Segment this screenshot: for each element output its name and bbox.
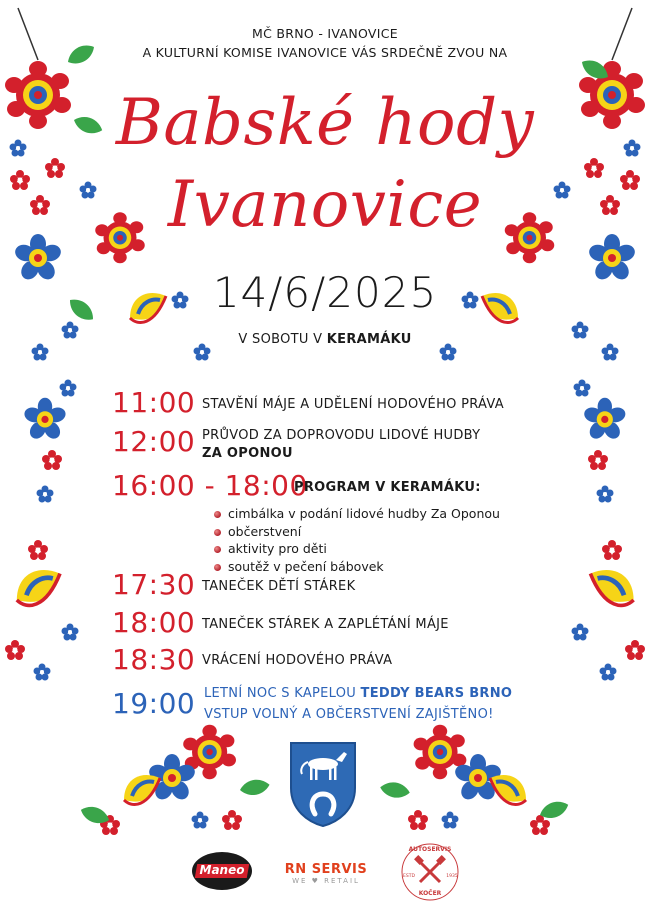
rn-servis-text: RN SERVIS <box>284 862 368 877</box>
event-1900-prefix: LETNÍ NOC S KAPELOU <box>204 686 361 701</box>
list-item: občerstvení <box>214 523 500 541</box>
autoservis-estd: ESTD <box>403 874 415 879</box>
event-1900-line-2: VSTUP VOLNÝ A OBČERSTVENÍ ZAJIŠTĚNO! <box>204 707 494 722</box>
autoservis-kocer-logo <box>398 840 462 904</box>
list-item: cimbálka v podání lidové hudby Za Oponou <box>214 505 500 523</box>
time-1900: 19:00 <box>112 687 196 720</box>
program-list <box>214 505 500 575</box>
time-1600: 16:00 - 18:00 <box>112 469 308 502</box>
title-line-2: Ivanovice <box>167 168 483 242</box>
time-1100: 11:00 <box>112 386 196 419</box>
time-1730: 17:30 <box>112 568 196 601</box>
maneo-text: Maneo <box>199 863 245 877</box>
rn-servis-tagline: WE ♥ RETAIL <box>292 877 360 885</box>
event-1730: TANEČEK DĚTÍ STÁREK <box>202 579 356 594</box>
time-1830: 18:30 <box>112 643 196 676</box>
event-date: 14/6/2025 <box>212 268 438 317</box>
event-1100: STAVĚNÍ MÁJE A UDĚLENÍ HODOVÉHO PRÁVA <box>202 397 504 412</box>
band-name: TEDDY BEARS BRNO <box>360 686 513 701</box>
maneo-logo <box>192 852 252 890</box>
event-1200-line-2: ZA OPONOU <box>202 446 293 461</box>
time-1200: 12:00 <box>112 425 196 458</box>
time-1800: 18:00 <box>112 606 196 639</box>
list-item: soutěž v pečení bábovek <box>214 558 500 576</box>
organizer-line-1: MČ BRNO - IVANOVICE <box>252 26 398 41</box>
organizer-line-2: A KULTURNÍ KOMISE IVANOVICE VÁS SRDEČNĚ ZVOU NA <box>142 45 508 60</box>
autoservis-top-text: AUTOSERVIS <box>408 846 452 853</box>
autoservis-year: 1935 <box>446 874 458 879</box>
organizer-text <box>0 24 650 62</box>
event-1600: PROGRAM V KERAMÁKU: <box>294 480 481 495</box>
title-line-1: Babské hody <box>115 86 535 160</box>
autoservis-bottom-text: KOČER <box>418 890 442 897</box>
event-1900-line-1 <box>204 685 512 703</box>
day-venue <box>0 332 650 347</box>
coat-of-arms-horse-icon <box>288 740 358 828</box>
event-1830: VRÁCENÍ HODOVÉHO PRÁVA <box>202 653 393 668</box>
rn-servis-logo <box>276 862 376 885</box>
event-1800: TANEČEK STÁREK A ZAPLÉTÁNÍ MÁJE <box>202 617 449 632</box>
venue-name: KERAMÁKU <box>326 332 412 347</box>
list-item: aktivity pro děti <box>214 540 500 558</box>
day-prefix: V SOBOTU V <box>238 332 327 347</box>
event-1200-line-1: PRŮVOD ZA DOPROVODU LIDOVÉ HUDBY <box>202 428 481 443</box>
